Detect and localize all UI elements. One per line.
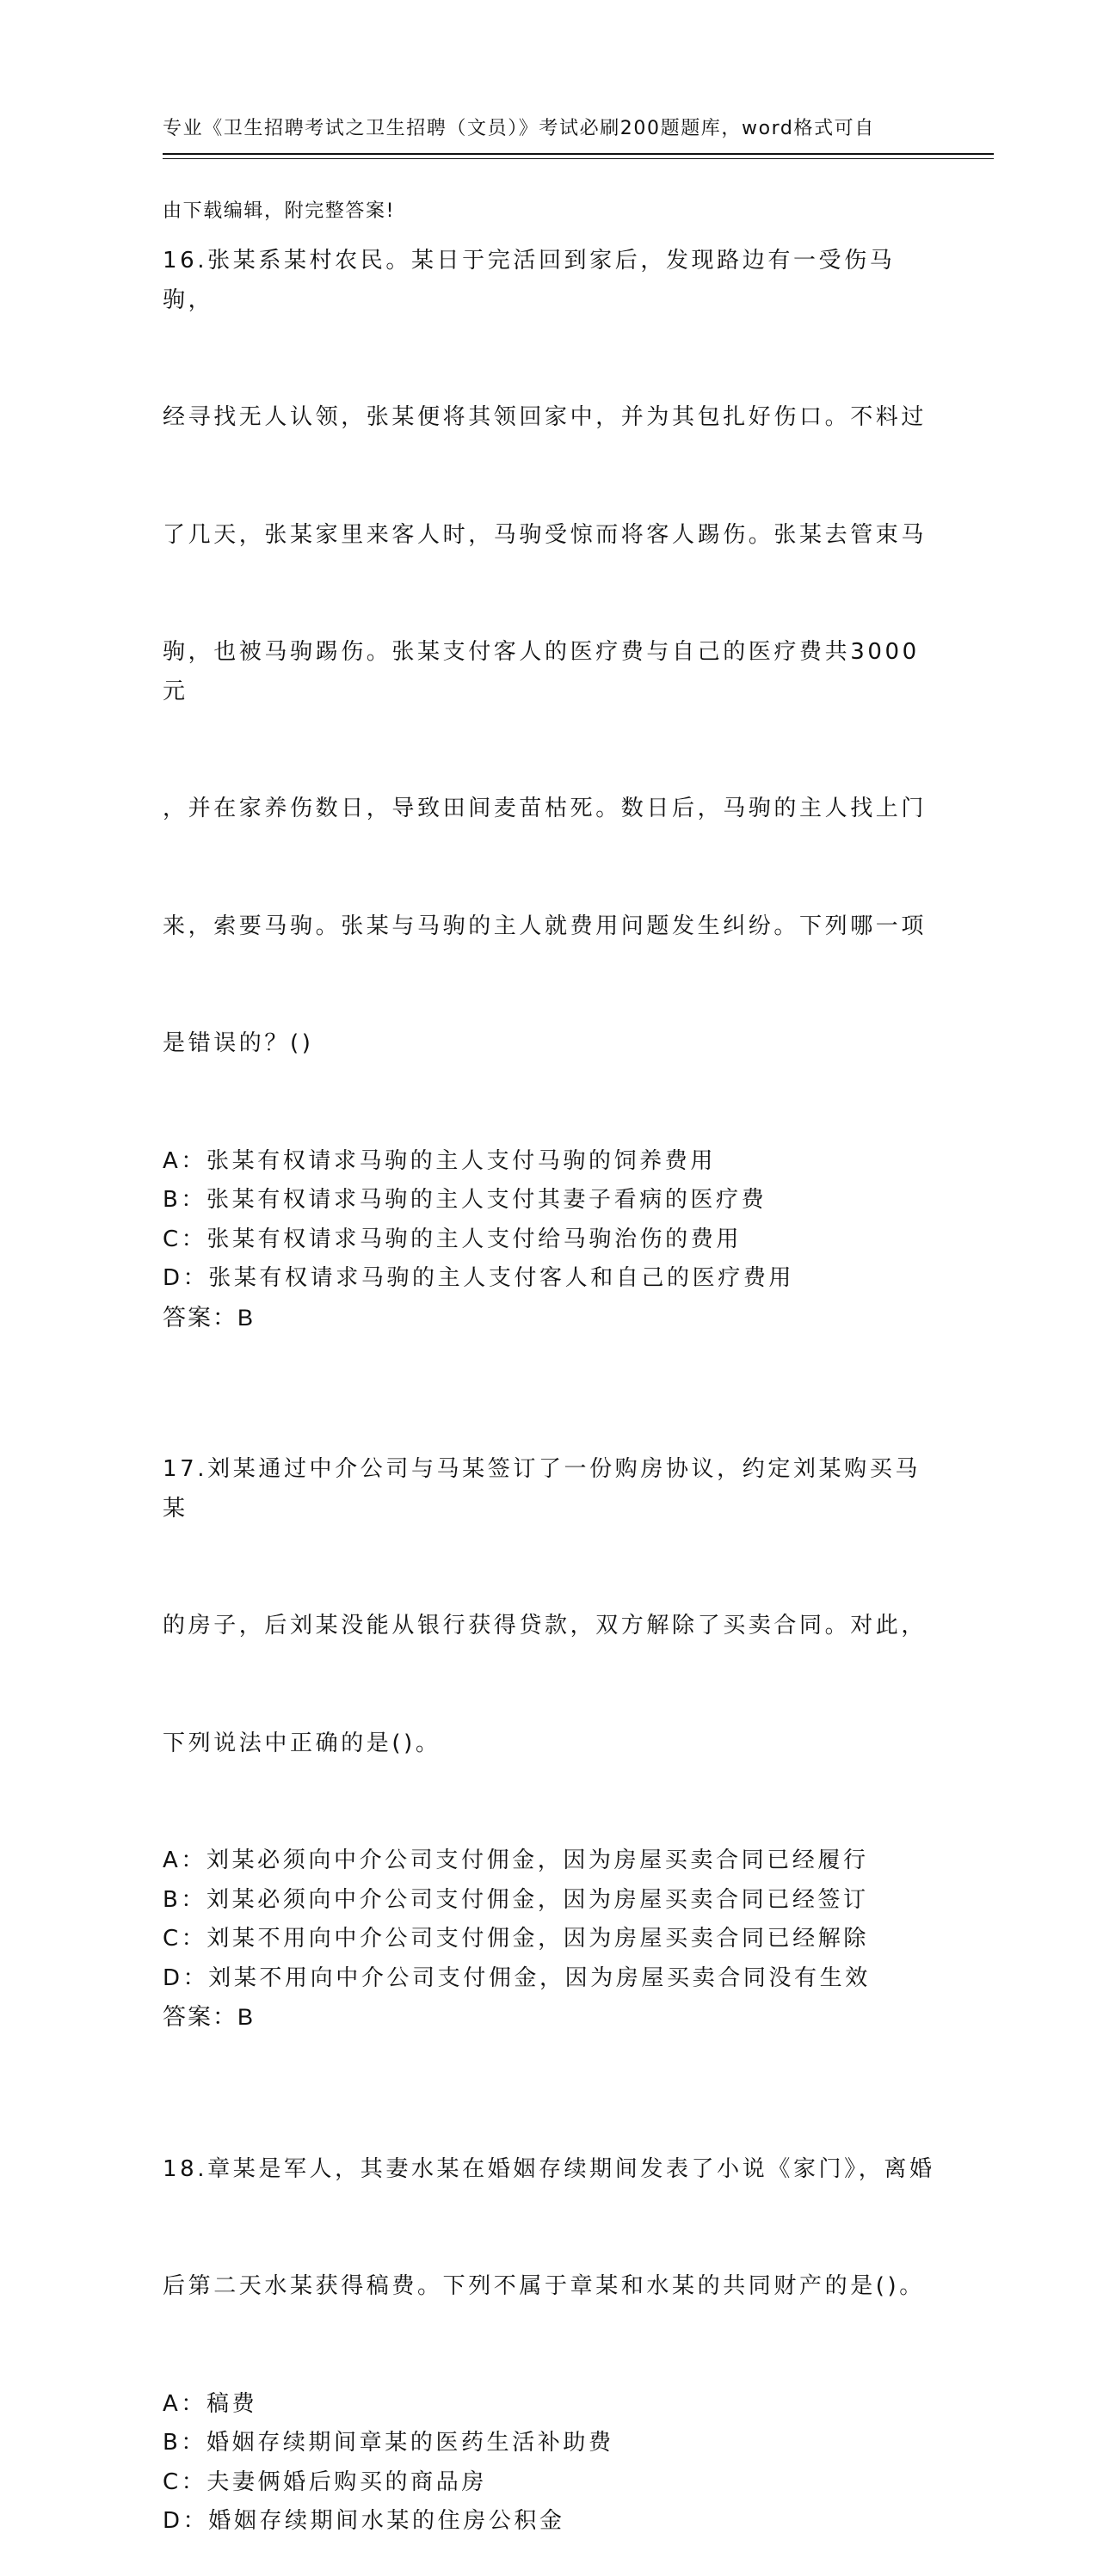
question-16: [163, 163, 937, 1337]
stem-line: 驹，也被马驹踢伤。张某支付客人的医疗费与自己的医疗费共3000元: [163, 639, 920, 704]
option-list: [163, 2385, 937, 2542]
answer-line: 答案：B: [163, 2004, 256, 2030]
stem-line: 来，索要马驹。张某与马驹的主人就费用问题发生纠纷。下列哪一项: [163, 913, 928, 939]
option-c: C：张某有权请求马驹的主人支付给马驹治伤的费用: [163, 1226, 742, 1252]
option-list: [163, 1142, 937, 1299]
question-stem: [163, 163, 937, 1142]
stem-line: 的房子，后刘某没能从银行获得贷款，双方解除了买卖合同。对此，: [163, 1613, 928, 1638]
stem-line: 16.张某系某村农民。某日于完活回到家后，发现路边有一受伤马驹，: [163, 248, 896, 313]
stem-line: 了几天，张某家里来客人时，马驹受惊而将客人踢伤。张某去管束马: [163, 521, 928, 548]
stem-line: 18.章某是军人，其妻水某在婚姻存续期间发表了小说《家门》，离婚: [163, 2155, 935, 2182]
option-a: A：稿费: [163, 2390, 258, 2417]
stem-line: 后第二天水某获得稿费。下列不属于章某和水某的共同财产的是()。: [163, 2273, 925, 2299]
option-c: C：刘某不用向中介公司支付佣金，因为房屋买卖合同已经解除: [163, 1926, 869, 1952]
header-line-1: 专业《卫生招聘考试之卫生招聘（文员）》考试必刷200题题库，word格式可自: [163, 118, 875, 139]
option-d: D：婚姻存续期间水某的住房公积金: [163, 2508, 565, 2534]
header-rule-thin: [163, 158, 994, 159]
option-list: [163, 1841, 937, 1998]
stem-line: 17.刘某通过中介公司与马某签订了一份购房协议，约定刘某购买马某: [163, 1456, 921, 1522]
option-b: B：刘某必须向中介公司支付佣金，因为房屋买卖合同已经签订: [163, 1886, 869, 1913]
answer-line: 答案：B: [163, 1304, 256, 1331]
stem-line: 是错误的？(): [163, 1030, 314, 1056]
option-d: D：刘某不用向中介公司支付佣金，因为房屋买卖合同没有生效: [163, 1964, 871, 1991]
option-c: C：夫妻俩婚后购买的商品房: [163, 2468, 487, 2495]
question-stem: [163, 2072, 937, 2385]
stem-line: 下列说法中正确的是()。: [163, 1730, 441, 1756]
option-b: B：婚姻存续期间章某的医药生活补助费: [163, 2430, 614, 2456]
option-a: A：张某有权请求马驹的主人支付马驹的饲养费用: [163, 1147, 716, 1174]
question-18: [163, 2072, 937, 2542]
option-a: A：刘某必须向中介公司支付佣金，因为房屋买卖合同已经履行: [163, 1847, 869, 1873]
question-stem: [163, 1372, 937, 1841]
header-line-2: 由下载编辑，附完整答案!: [163, 200, 396, 222]
question-17: [163, 1372, 937, 2038]
header-rule-thick: [163, 153, 994, 155]
option-b: B：张某有权请求马驹的主人支付其妻子看病的医疗费: [163, 1187, 767, 1213]
question-list: [163, 163, 937, 2576]
stem-line: ，并在家养伤数日，导致田间麦苗枯死。数日后，马驹的主人找上门: [163, 796, 928, 821]
stem-line: 经寻找无人认领，张某便将其领回家中，并为其包扎好伤口。不料过: [163, 404, 928, 430]
option-d: D：张某有权请求马驹的主人支付客人和自己的医疗费用: [163, 1265, 795, 1291]
